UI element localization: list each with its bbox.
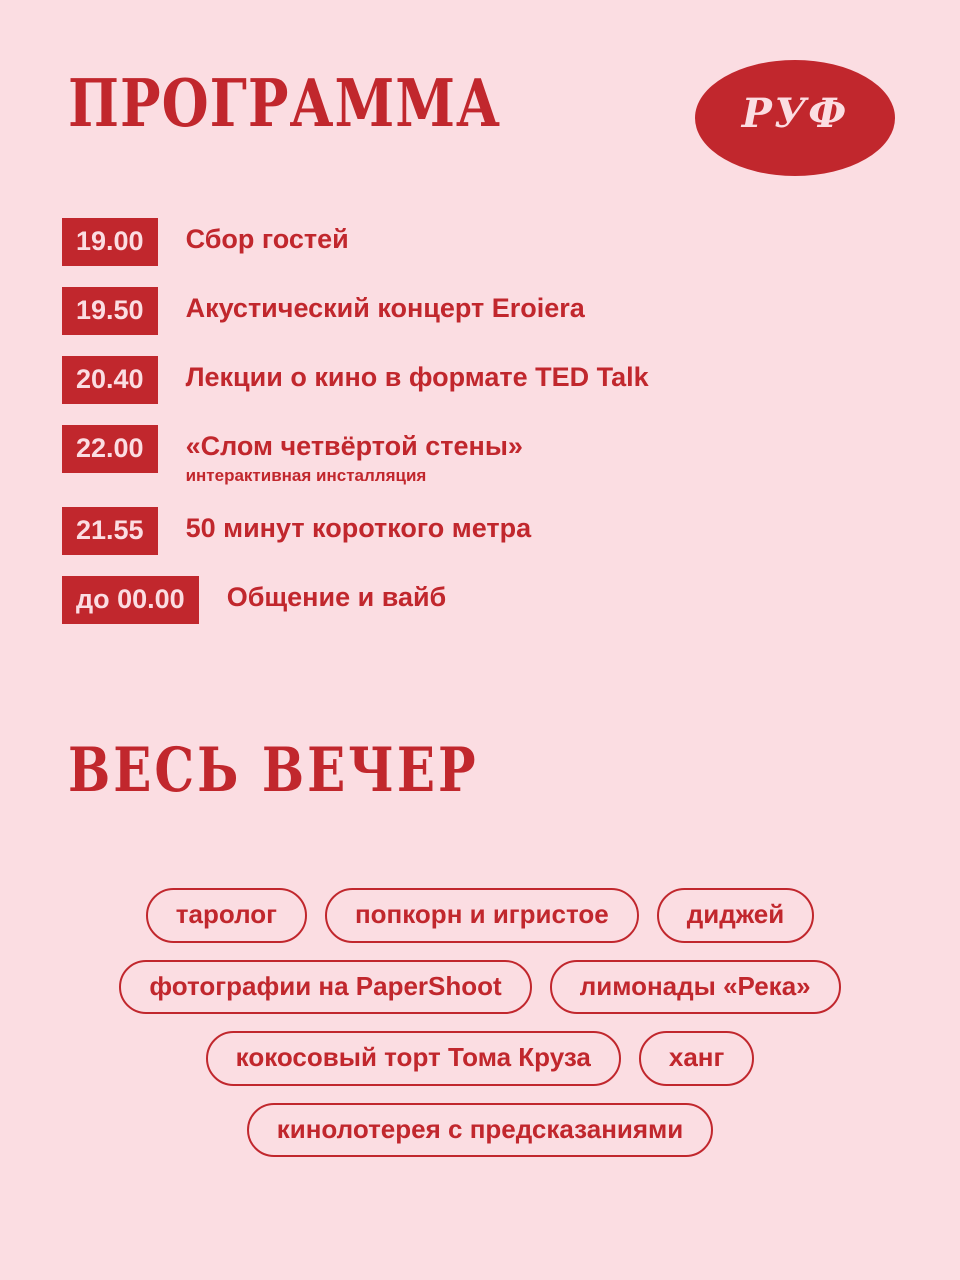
activity-pill: фотографии на PaperShoot — [119, 960, 531, 1015]
schedule-item-title: Лекции о кино в формате TED Talk — [185, 362, 649, 392]
logo-label: РУФ — [741, 90, 849, 137]
pill-row — [0, 960, 960, 1015]
ruf-logo — [695, 60, 895, 176]
activity-pill: таролог — [146, 888, 307, 943]
schedule-item-text — [186, 507, 532, 544]
schedule-item-text — [186, 425, 523, 486]
schedule-item-text — [186, 287, 585, 324]
list-item — [0, 356, 960, 404]
time-badge: 22.00 — [62, 425, 158, 473]
activity-pill: попкорн и игристое — [325, 888, 639, 943]
list-item — [0, 576, 960, 624]
pill-row — [0, 888, 960, 943]
schedule-list — [0, 218, 960, 645]
schedule-item-title: Общение и вайб — [226, 582, 447, 613]
list-item — [0, 287, 960, 335]
page-title: ПРОГРАММА — [68, 63, 502, 142]
activity-pill: диджей — [657, 888, 815, 943]
activity-pill: ханг — [639, 1031, 754, 1086]
pill-row — [0, 1103, 960, 1158]
time-badge: до 00.00 — [62, 576, 199, 624]
section-title-all-evening: ВЕСЬ ВЕЧЕР — [68, 733, 479, 806]
time-badge: 19.00 — [62, 218, 158, 266]
time-badge: 19.50 — [62, 287, 158, 335]
schedule-item-text — [186, 356, 649, 393]
schedule-item-title: «Слом четвёртой стены» — [185, 431, 523, 461]
time-badge: 20.40 — [62, 356, 158, 404]
schedule-item-title: Сбор гостей — [185, 224, 349, 254]
list-item — [0, 425, 960, 486]
pill-row — [0, 1031, 960, 1086]
schedule-item-subtitle: интерактивная инсталляция — [185, 466, 427, 486]
activity-pill: кокосовый торт Тома Круза — [206, 1031, 621, 1086]
evening-activities — [0, 888, 960, 1174]
schedule-item-text — [186, 218, 349, 255]
activity-pill: лимонады «Река» — [550, 960, 841, 1015]
list-item — [0, 218, 960, 266]
list-item — [0, 507, 960, 555]
schedule-item-title: 50 минут короткого метра — [185, 513, 532, 544]
poster-header — [0, 60, 960, 190]
schedule-item-text — [227, 576, 447, 613]
activity-pill: кинолотерея с предсказаниями — [247, 1103, 714, 1158]
schedule-item-title: Акустический концерт Eroiera — [185, 293, 585, 323]
time-badge: 21.55 — [62, 507, 158, 555]
